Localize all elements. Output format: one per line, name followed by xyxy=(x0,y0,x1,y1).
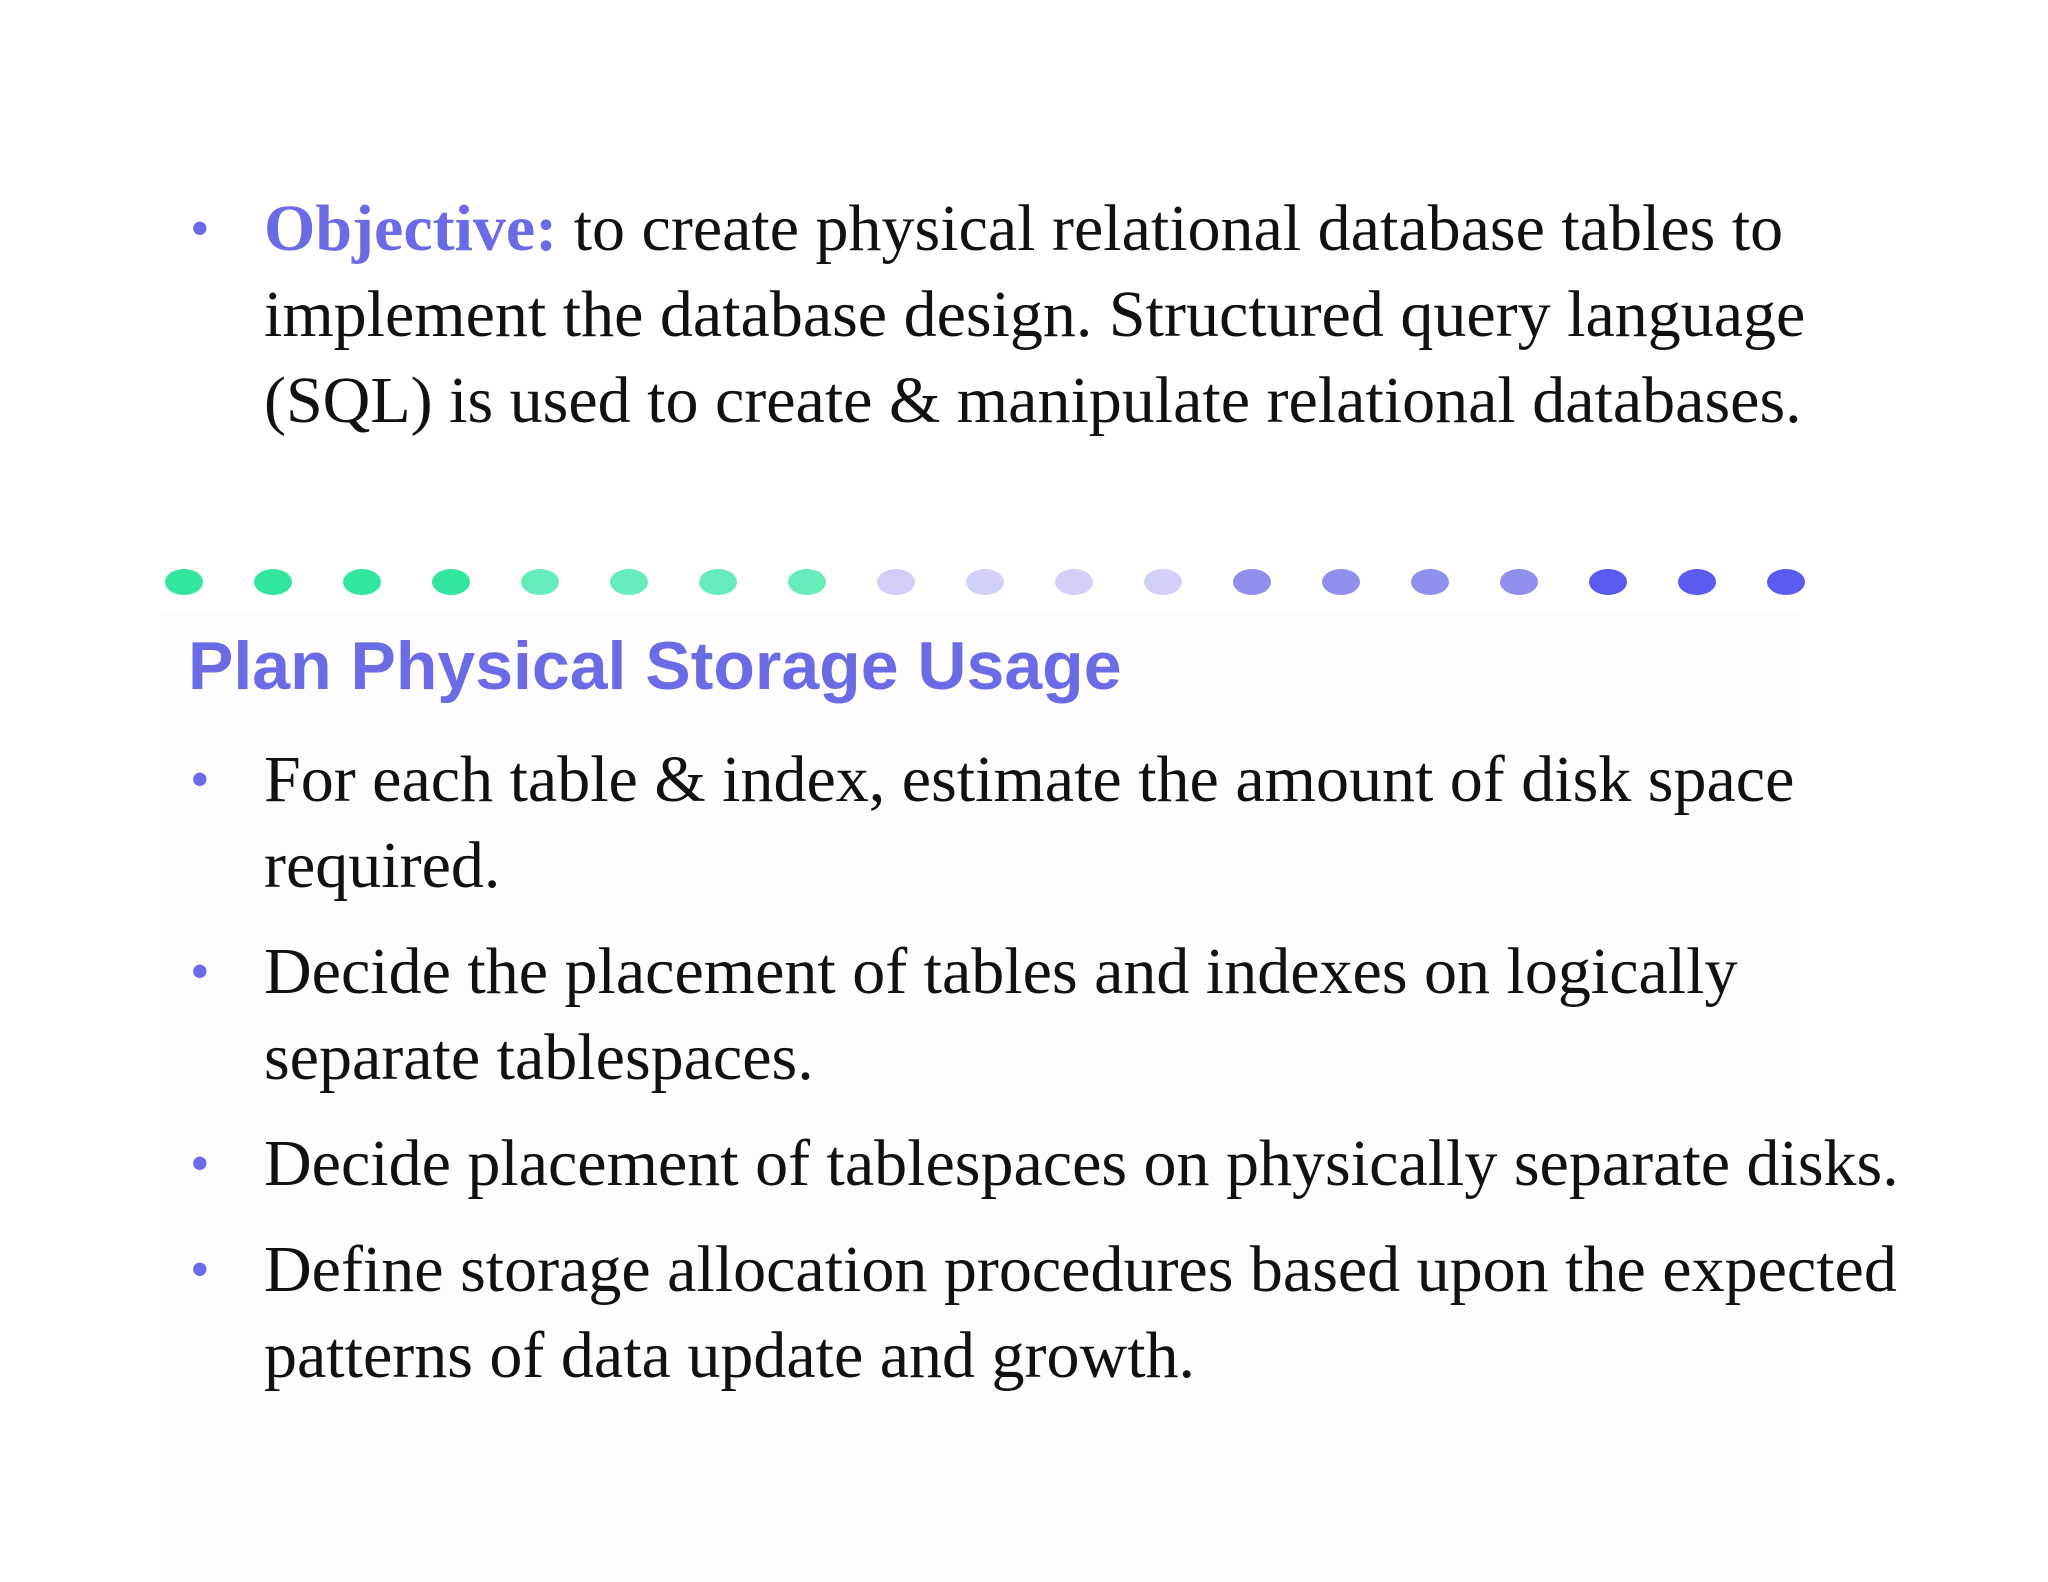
divider-dot xyxy=(432,569,470,595)
divider-dot xyxy=(1322,569,1360,595)
objective-list xyxy=(0,186,2048,464)
divider-dot xyxy=(1500,569,1538,595)
storage-bullet-list xyxy=(0,737,2048,1419)
storage-bullet-text: Define storage allocation procedures based upon the expected patterns of data update and growth. xyxy=(264,1233,1897,1392)
divider-dot xyxy=(966,569,1004,595)
objective-bullet xyxy=(0,186,1904,444)
divider-dot xyxy=(1678,569,1716,595)
divider-dot xyxy=(788,569,826,595)
storage-bullet-text: Decide placement of tablespaces on physically separate disks. xyxy=(264,1127,1899,1200)
storage-bullet xyxy=(0,929,1904,1101)
divider-dot xyxy=(343,569,381,595)
section-title: Plan Physical Storage Usage xyxy=(188,628,1122,704)
divider-dot xyxy=(521,569,559,595)
divider-dot xyxy=(1055,569,1093,595)
bullet-icon: • xyxy=(190,1133,210,1195)
objective-label: Objective: xyxy=(264,192,558,265)
storage-bullet-text: Decide the placement of tables and indexes on logically separate tablespaces. xyxy=(264,935,1738,1094)
divider-dot xyxy=(254,569,292,595)
objective-text: to create physical relational database tables to implement the database design. Structured query language (SQL) is used to create & manipulate relational databases. xyxy=(264,192,1806,437)
divider-dot xyxy=(699,569,737,595)
divider-dot xyxy=(1767,569,1805,595)
divider-dot xyxy=(610,569,648,595)
divider-dot xyxy=(877,569,915,595)
bullet-icon: • xyxy=(190,1239,210,1301)
bullet-icon: • xyxy=(190,198,210,260)
storage-bullet-text: For each table & index, estimate the amount of disk space required. xyxy=(264,743,1795,902)
storage-bullet xyxy=(0,1121,1904,1207)
bullet-icon: • xyxy=(190,749,210,811)
divider-dot xyxy=(1233,569,1271,595)
divider-dot xyxy=(1144,569,1182,595)
bullet-icon: • xyxy=(190,941,210,1003)
divider-dot xyxy=(1411,569,1449,595)
storage-bullet xyxy=(0,1227,1904,1399)
storage-bullet xyxy=(0,737,1904,909)
divider-dot xyxy=(1589,569,1627,595)
divider-dot xyxy=(165,569,203,595)
